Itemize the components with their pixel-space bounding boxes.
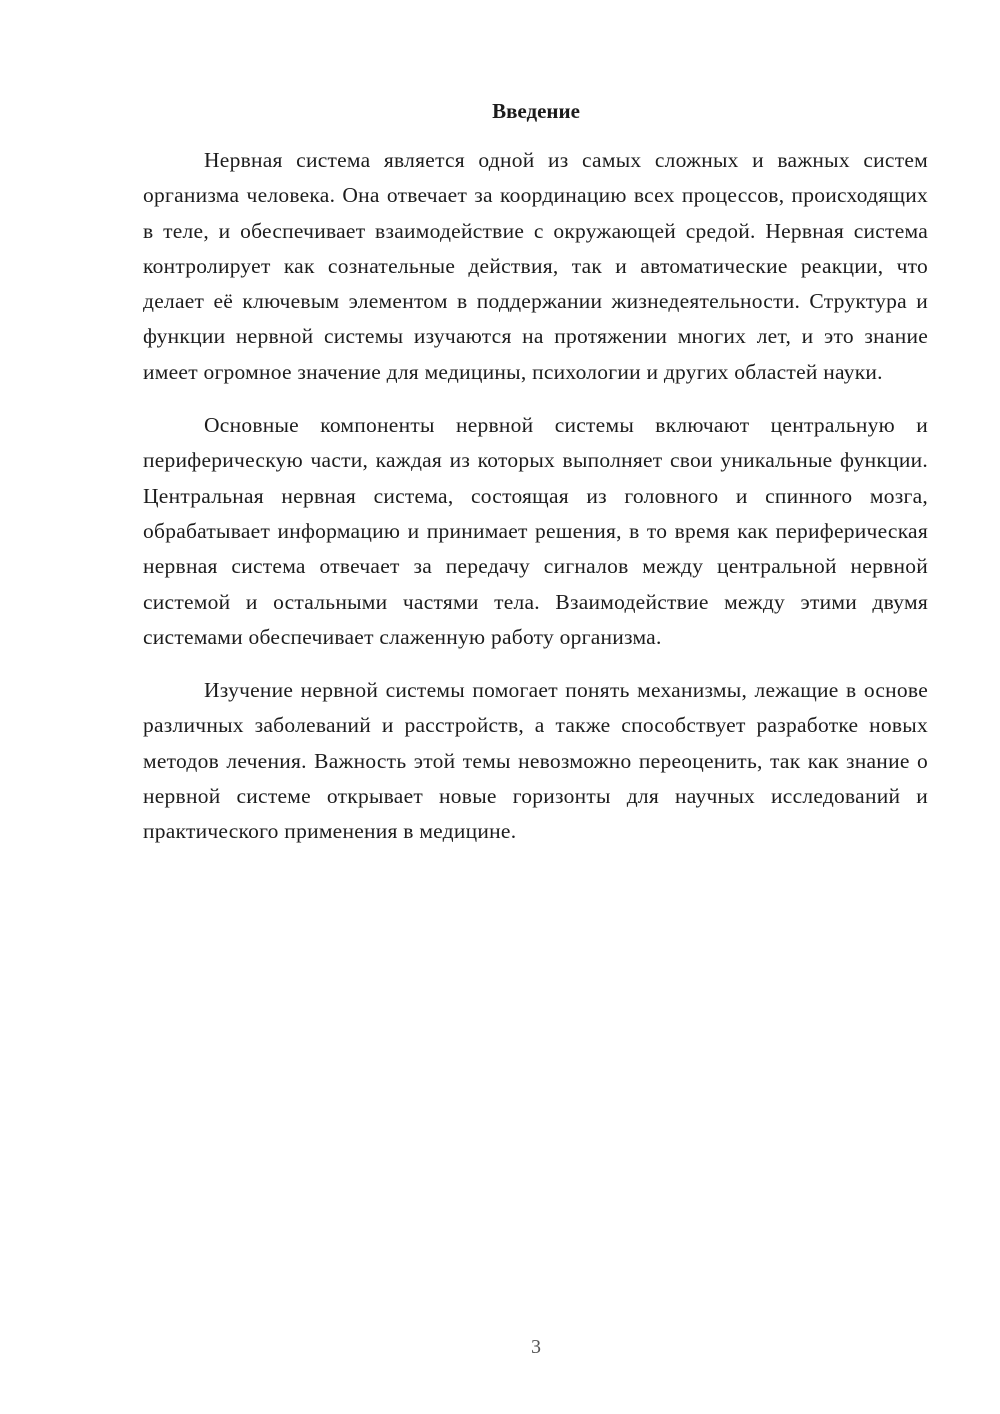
document-body bbox=[143, 143, 928, 868]
paragraph: Нервная система является одной из самых сложных и важных систем организма человека. Она отвечает за координацию всех процессов, происходящих в теле, и обеспечивает взаимодействие с окружающей средой. Нервная система контролирует как сознательные действия, так и автоматические реакции, что делает её ключевым элементом в поддержании жизнедеятельности. Структура и функции нервной системы изучаются на протяжении многих лет, и это знание имеет огромное значение для медицины, психологии и других областей науки. bbox=[143, 148, 928, 384]
paragraph: Основные компоненты нервной системы включают центральную и периферическую части, каждая из которых выполняет свои уникальные функции. Центральная нервная система, состоящая из головного и спинного мозга, обрабатывает информацию и принимает решения, в то время как периферическая нервная система отвечает за передачу сигналов между центральной нервной системой и остальными частями тела. Взаимодействие между этими двумя системами обеспечивает слаженную работу организма. bbox=[143, 413, 928, 649]
page-number: 3 bbox=[531, 1336, 541, 1358]
paragraph: Изучение нервной системы помогает понять механизмы, лежащие в основе различных заболеваний и расстройств, а также способствует разработке новых методов лечения. Важность этой темы невозможно переоценить, так как знание о нервной системе открывает новые горизонты для научных исследований и практического применения в медицине. bbox=[143, 678, 928, 844]
page-title: Введение bbox=[492, 99, 580, 123]
